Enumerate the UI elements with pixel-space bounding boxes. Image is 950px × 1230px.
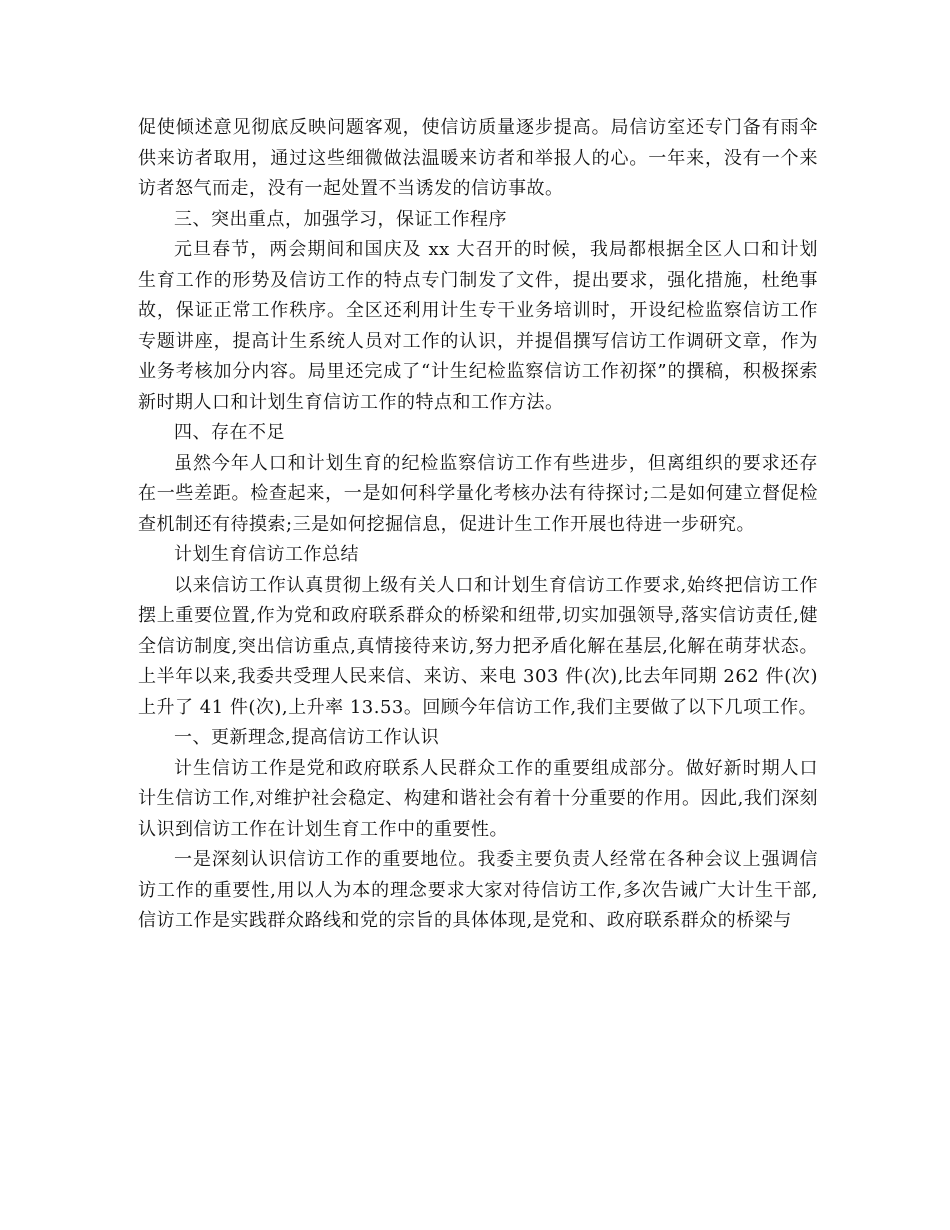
section-heading-1: 一、更新理念,提高信访工作认识 <box>174 727 440 748</box>
document-body <box>138 113 818 937</box>
section-heading-4: 四、存在不足 <box>174 422 285 443</box>
paragraph: 一是深刻认识信访工作的重要地位。我委主要负责人经常在各种会议上强调信访工作的重要性,用以人为本的理念要求大家对待信访工作,多次告诫广大计生干部,信访工作是实践群众路线和党的宗旨的具体体现,是党和、政府联系群众的桥梁与 <box>138 849 818 931</box>
paragraph: 以来信访工作认真贯彻上级有关人口和计划生育信访工作要求,始终把信访工作摆上重要位置,作为党和政府联系群众的桥梁和纽带,切实加强领导,落实信访责任,健全信访制度,突出信访重点,真情接待来访,努力把矛盾化解在基层,化解在萌芽状态。上半年以来,我委共受理人民来信、来访、来电 303 件(次),比去年同期 262 件(次)上升了 41 件(次),上升率 13.53。回顾今年信访工作,我们主要做了以下几项工作。 <box>138 574 818 718</box>
document-title: 计划生育信访工作总结 <box>174 544 359 565</box>
paragraph: 计生信访工作是党和政府联系人民群众工作的重要组成部分。做好新时期人口计生信访工作,对维护社会稳定、构建和谐社会有着十分重要的作用。因此,我们深刻认识到信访工作在计划生育工作中的重要性。 <box>138 757 818 840</box>
section-heading-3: 三、突出重点，加强学习，保证工作程序 <box>174 208 507 230</box>
paragraph: 元旦春节，两会期间和国庆及 xx 大召开的时候，我局都根据全区人口和计划生育工作的形势及信访工作的特点专门制发了文件，提出要求，强化措施，杜绝事故，保证正常工作秩序。全区还利用计生专干业务培训时，开设纪检监察信访工作专题讲座，提高计生系统人员对工作的认识，并提倡撰写信访工作调研文章，作为业务考核加分内容。局里还完成了“计生纪检监察信访工作初探”的撰稿，积极探索新时期人口和计划生育信访工作的特点和工作方法。 <box>138 239 818 413</box>
paragraph-continuation: 促使倾述意见彻底反映问题客观，使信访质量逐步提高。局信访室还专门备有雨伞供来访者取用，通过这些细微做法温暖来访者和举报人的心。一年来，没有一个来访者怒气而走，没有一起处置不当诱发的信访事故。 <box>138 117 818 199</box>
paragraph: 虽然今年人口和计划生育的纪检监察信访工作有些进步，但离组织的要求还存在一些差距。检查起来，一是如何科学量化考核办法有待探讨;二是如何建立督促检查机制还有待摸索;三是如何挖掘信息，促进计生工作开展也待进一步研究。 <box>138 452 818 535</box>
